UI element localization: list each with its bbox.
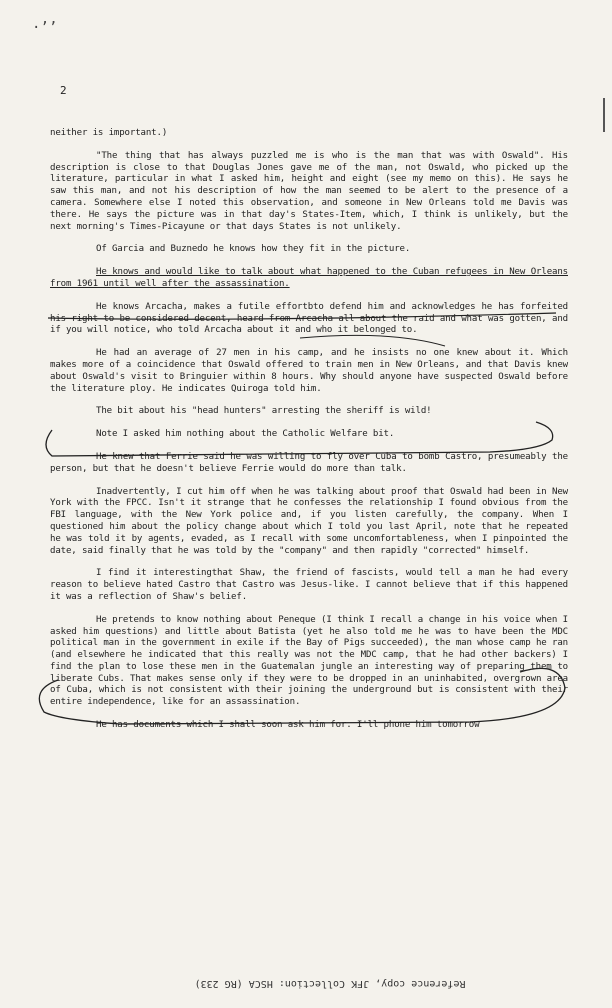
- paragraph-12: He pretends to know nothing about Peneque (I think I recall a change in his voice when I asked him questions) and little about Batista (yet he also told me he was to have been the MDC political man in the government in exile if the Bay of Pigs succeeded), the man whose camp he ran (and elsewhere he indicated that this really was not the MDC camp, that he had other backers) I find the plan to lose these men in the Guatemalan jungle an interesting way of preparing them to liberate Cubs. That makes sense only if they were to be dropped in an uninhabited, overgrown area of Cuba, which is not consistent with their joining the underground but is consistent with their entire independence, like for an assassination.: [50, 614, 568, 708]
- paragraph-13: He has documents which I shall soon ask him for. I'll phone him tomorrow: [96, 720, 480, 731]
- page-number: 2: [60, 84, 67, 97]
- paragraph-3: Of Garcia and Buznedo he knows how they fit in the picture.: [96, 244, 411, 255]
- paragraph-10: Inadvertently, I cut him off when he was talking about proof that Oswald had been in New York with the FPCC. Isn't it strange that he confesses the relationship I found obvious from the FBI language, with the New York police and, if you listen carefully, the company. When I questioned him about the policy change about which I told you last April, note that he repeated he was told it by agents, evaded, as I recall with some uncomfortableness, when I pinpointed the date, said finally that he was told by the "company" and then rapidly "corrected" himself.: [50, 486, 568, 556]
- paragraph-8: Note I asked him nothing about the Catholic Welfare bit.: [96, 429, 395, 440]
- body-text: [50, 128, 568, 743]
- archive-footer: Reference copy, JFK Collection: HSCA (RG 233): [194, 978, 466, 989]
- top-scan-mark: ·’’: [32, 20, 58, 36]
- paragraph-9: He knew that Ferrie said he was willing to fly over Cuba to bomb Castro, presumeably the person, but that he doesn't believe Ferrie would do more than talk.: [50, 451, 568, 474]
- paragraph-7: The bit about his "head hunters" arresting the sheriff is wild!: [96, 406, 432, 417]
- paragraph-1: neither is important.): [50, 128, 168, 138]
- paragraph-2: "The thing that has always puzzled me is who is the man that was with Oswald". His description is close to that Douglas Jones gave me of the man, not Oswald, who picked up the literature, particular in what I asked him, height and eight (see my memo on this). He says he saw this man, and not his description of how the man seemed to be alert to the presence of a camera. Somewhere else I noted this observation, and someone in New Orleans told me Davis was there. He says the picture was in that day's States-Item, which, I think is unlikely, but the next morning's Times-Picayune or that days States is not unlikely.: [50, 150, 568, 232]
- paragraph-4: He knows and would like to talk about what happened to the Cuban refugees in New Orleans from 1961 until well after the assassination.: [50, 267, 568, 289]
- paragraph-11: I find it interestingthat Shaw, the friend of fascists, would tell a man he had every reason to believe hated Castro that Castro was Jesus-like. I cannot believe that if this happened it was a reflection of Shaw's belief.: [50, 568, 568, 602]
- paragraph-5: He knows Arcacha, makes a futile effortbto defend him and acknowledges he has forfeited his right to be considered decent, heard from Arcacha all about the raid and what was gotten, and if you will notice, who told Arcacha about it and who it belonged to.: [50, 301, 568, 336]
- paragraph-6: He had an average of 27 men in his camp, and he insists no one knew about it. Which makes more of a coincidence that Oswald offered to train men in New Orleans, and that Davis knew about Oswald's visit to Bringuier within 8 hours. Why should anyone have suspected Oswald before the literature ploy. He indicates Quiroga told him.: [50, 348, 568, 394]
- right-margin-mark: [603, 98, 605, 132]
